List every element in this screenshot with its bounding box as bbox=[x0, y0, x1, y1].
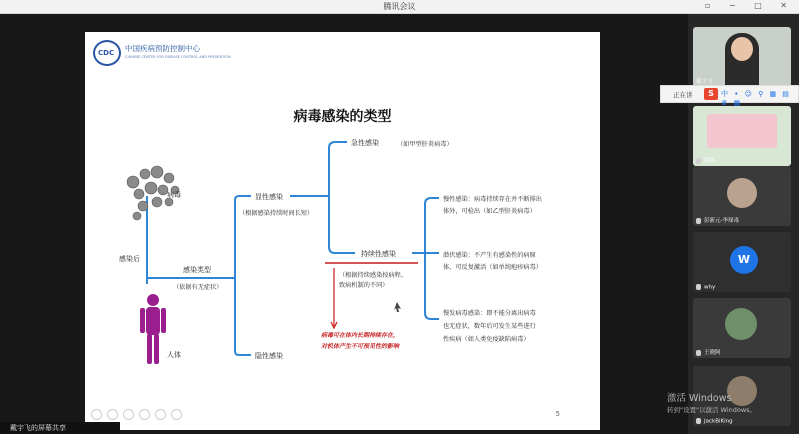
by-symptom-label: （依据有无症状） bbox=[173, 284, 223, 291]
overt-infection-label: 显性感染 bbox=[255, 193, 283, 201]
human-label: 人体 bbox=[167, 351, 181, 359]
participant-avatar bbox=[725, 308, 757, 340]
pen-tool-icon[interactable] bbox=[123, 409, 134, 420]
window-title: 腾讯会议 bbox=[383, 2, 416, 11]
input-method-tools[interactable]: 中 • ☺ ⚲ ▦ ▤ ♛ ▦ bbox=[721, 90, 791, 107]
speaking-status: 正在讲 bbox=[673, 91, 693, 99]
human-body-icon bbox=[140, 294, 166, 364]
input-method-icon[interactable]: S bbox=[704, 88, 718, 100]
participant-name: 彭新元-李琛毒 bbox=[696, 216, 739, 224]
watermark-line1: 激活 Windows bbox=[667, 393, 732, 404]
mic-muted-icon bbox=[696, 218, 701, 224]
participant-tile[interactable] bbox=[693, 27, 791, 87]
infection-type-label: 感染类型 bbox=[183, 266, 211, 274]
presentation-slide bbox=[85, 32, 600, 430]
slow-infection-line1: 慢发病毒感染：即不能分离出病毒 bbox=[443, 310, 536, 317]
slow-infection-line3: 性疾病（如人类免疫缺陷病毒） bbox=[443, 336, 530, 343]
mic-muted-icon bbox=[696, 158, 701, 164]
participant-name: 王晓阿 bbox=[696, 348, 721, 356]
more-options-icon[interactable] bbox=[171, 409, 182, 420]
red-note-line2: 对机体产生不可预见性的影响 bbox=[321, 343, 400, 350]
participant-tile[interactable] bbox=[693, 166, 791, 226]
logo-en: CHINESE CENTER FOR DISEASE CONTROL AND PREVENTION bbox=[125, 55, 231, 59]
chronic-infection-line2: 体外，可检出（如乙型肝炎病毒） bbox=[443, 208, 536, 215]
participant-tile[interactable] bbox=[693, 106, 791, 166]
red-note-line1: 病毒可在体内长期持续存在， bbox=[321, 332, 400, 339]
participant-tile[interactable] bbox=[693, 298, 791, 358]
persistent-infection-label: 持续性感染 bbox=[361, 250, 396, 258]
prev-slide-icon[interactable] bbox=[91, 409, 102, 420]
mic-muted-icon bbox=[696, 418, 701, 424]
overt-basis-label: （根据感染持续时间长短） bbox=[239, 210, 314, 217]
speaking-toolbar[interactable] bbox=[660, 85, 799, 107]
chronic-infection-line1: 慢性感染：病毒持续存在并不断排出 bbox=[443, 196, 542, 203]
persistent-basis-line2: 致病机制的不同） bbox=[339, 282, 389, 289]
participant-face bbox=[731, 37, 753, 61]
mic-muted-icon bbox=[696, 350, 701, 356]
latent-infection-line1: 潜伏感染：不产生有感染性的病原 bbox=[443, 252, 536, 259]
acute-example-label: （如甲型肝炎病毒） bbox=[397, 141, 453, 148]
slides-grid-icon[interactable] bbox=[139, 409, 150, 420]
latent-infection-line2: 体，可反复激活（如单纯疱疹病毒） bbox=[443, 264, 542, 271]
participant-sidebar bbox=[688, 14, 799, 434]
participant-tile[interactable] bbox=[693, 232, 791, 292]
slow-infection-line2: 也无症状，数年后可发生某些进行 bbox=[443, 323, 536, 330]
diagram-connectors bbox=[85, 32, 600, 430]
logo-cn: 中国疾病预防控制中心 bbox=[125, 44, 200, 53]
participant-avatar bbox=[727, 178, 757, 208]
inapparent-infection-label: 隐性感染 bbox=[255, 352, 283, 360]
watermark-line2: 转到"设置"以激活 Windows。 bbox=[667, 406, 757, 414]
participant-initial-avatar: W bbox=[730, 246, 758, 274]
participant-name: JackBiKing bbox=[696, 418, 733, 425]
mouse-cursor bbox=[394, 302, 401, 312]
window-controls[interactable]: ▫ − □ ✕ bbox=[704, 1, 795, 10]
window-titlebar bbox=[0, 0, 799, 14]
screen-share-status: 戴宇飞的屏幕共享 bbox=[10, 424, 66, 432]
windows-activation-watermark bbox=[667, 390, 756, 414]
virus-label: 病毒 bbox=[167, 191, 181, 199]
zoom-icon[interactable] bbox=[155, 409, 166, 420]
next-slide-icon[interactable] bbox=[107, 409, 118, 420]
screen-share-status-bar bbox=[0, 422, 120, 434]
persistent-basis-line1: （根据持续感染按病程、 bbox=[339, 272, 408, 279]
slide-page-number: 5 bbox=[555, 410, 560, 418]
logo-abbr: CDC bbox=[98, 49, 115, 57]
slide-title: 病毒感染的类型 bbox=[293, 109, 392, 125]
participant-name: 谢桃 bbox=[696, 156, 715, 164]
mic-muted-icon bbox=[696, 284, 701, 290]
participant-name: why bbox=[696, 284, 715, 291]
infection-after-label: 感染后 bbox=[119, 255, 140, 263]
acute-infection-label: 急性感染 bbox=[351, 139, 379, 147]
shared-screen-area bbox=[0, 14, 688, 434]
participant-photo bbox=[707, 114, 777, 148]
participant-name: 戴宇飞 bbox=[696, 79, 713, 85]
